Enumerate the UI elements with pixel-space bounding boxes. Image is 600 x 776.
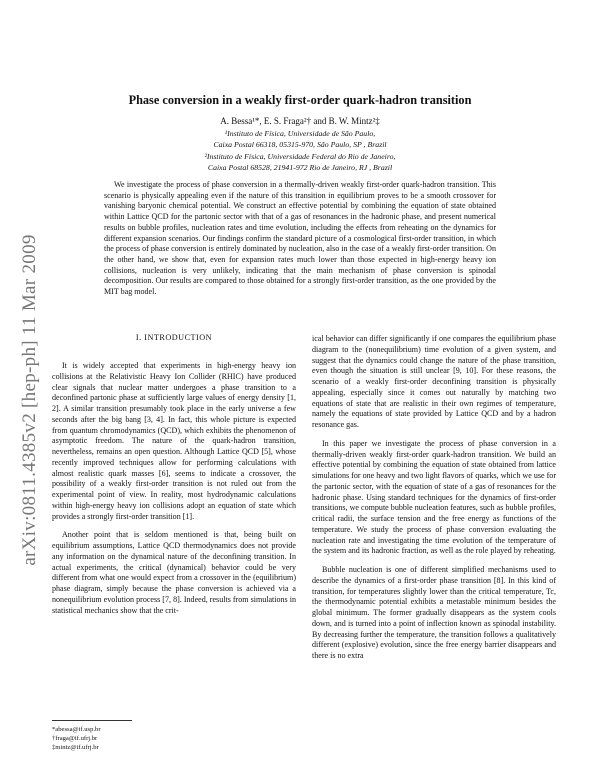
affiliation-2 <box>60 151 540 173</box>
left-paragraph-1: It is widely accepted that experiments in high-energy heavy ion collisions at the Relativistic Heavy Ion Collider (RHIC) have produced clear signals that nuclear matter undergoes a phase transition to a deconfined partonic phase at sufficiently large values of energy density [1, 2]. A similar transition presumably took place in the early universe a few seconds after the big bang [3, 4]. In fact, this whole picture is expected from quantum chromodynamics (QCD), which exhibits the phenomenon of asymptotic freedom. The nature of the quark-hadron transition, nevertheless, remains an open question. Although Lattice QCD [5], whose recently improved techniques allow for performing calculations with almost realistic quark masses [6], seems to indicate a crossover, the possibility of a weakly first-order transition is not ruled out from the experimental point of view. In reality, most hydrodynamic calculations within high-energy heavy ion collisions adopt an equation of state which provides a strongly first-order transition [1]. <box>52 361 296 521</box>
footnote-email-2: †fraga@if.ufrj.br <box>52 735 98 743</box>
arxiv-id: arXiv:0811.4385v2 [hep-ph] 11 Mar 2009 <box>19 234 40 566</box>
right-paragraph-2: In this paper we investigate the process of phase conversion in a thermally-driven weakly first-order quark-hadron transition. We build an effective potential by combining the equation of state obtained from lattice simulations for one heavy and two light flavors of quarks, which we use for the partonic sector, with the equation of state of a gas of resonances for the hadronic phase. Using standard techniques for the dynamics of first-order transitions, we compute bubble nucleation features, such as bubble profiles, critical radii, the surface tension and the free energy as functions of the temperature. We study the process of phase conversion evaluating the nucleation rate and investigating the time evolution of the temperature of the system and its hadronic fraction, as well as the role played by reheating. <box>312 438 556 556</box>
affiliation-1-line2: Caixa Postal 66318, 05315-970, São Paulo, SP , Brazil <box>213 140 387 149</box>
author-list: A. Bessa¹*, E. S. Fraga²† and B. W. Mintz²‡ <box>220 116 380 126</box>
paper-title: Phase conversion in a weakly first-order quark-hadron transition <box>128 93 472 107</box>
footnotes <box>52 720 252 752</box>
section-heading: I. INTRODUCTION <box>135 333 213 342</box>
left-column <box>52 361 296 624</box>
abstract-text: We investigate the process of phase conversion in a thermally-driven weakly first-order quark-hadron transition. This scenario is physically appealing even if the nature of this transition in equilibrium proves to be a smooth crossover for vanishing baryonic chemical potential. We construct an effective potential by combining the equation of state obtained within Lattice QCD for the partonic sector with that of a gas of resonances in the hadronic phase, and present numerical results on bubble profiles, nucleation rates and time evolution, including the effects from reheating on the dynamics for different expansion scenarios. Our findings confirm the standard picture of a cosmological first-order transition, in which the process of phase conversion is entirely dominated by nucleation, also in the case of a weakly first-order transition. On the other hand, we show that, even for expansion rates much lower than those expected in high-energy heavy ion collisions, nucleation is very unlikely, indicating that the main mechanism of phase conversion is spinodal decomposition. Our results are compared to those obtained for a strongly first-order transition, as the one provided by the MIT bag model. <box>104 180 496 297</box>
affiliation-1-line1: ¹Instituto de Física, Universidade de São Paulo, <box>224 129 376 138</box>
affiliation-1 <box>60 128 540 150</box>
right-column <box>312 334 556 670</box>
right-paragraph-1: ical behavior can differ significantly if one compares the equilibrium phase diagram to the (nonequilibrium) time evolution of a given system, and suggest that the dynamics could change the nature of the phase transition, even though the situation is still unclear [9, 10]. For these reasons, the scenario of a weakly first-order deconfining transition is physically appealing, especially since it comes out naturally by matching two equations of state that are realistic in their own regimes of temperature, namely the equations of state provided by Lattice QCD and by a hadron resonance gas. <box>312 334 556 429</box>
arxiv-identifier-stamp <box>8 200 52 600</box>
footnote-rule <box>52 720 132 721</box>
left-paragraph-2: Another point that is seldom mentioned is that, being built on equilibrium assumptions, Lattice QCD thermodynamics does not provide any information on the dynamical nature of the deconfining transition. In actual experiments, the critical (dynamical) behavior could be very different from what one would expect from a crossover in the (equilibrium) phase diagram, simply because the phase conversion is achieved via a nonequilibrium evolution process [7, 8]. Indeed, results from simulations in statistical mechanics show that the crit- <box>52 530 296 615</box>
footnote-email-3: ‡mintz@if.ufrj.br <box>52 744 99 752</box>
right-paragraph-3: Bubble nucleation is one of different simplified mechanisms used to describe the dynamics of a first-order phase transition [8]. In this kind of transition, for temperatures slightly lower than the critical temperature, Tc, the thermodynamic potential exhibits a metastable minimum besides the global minimum. The former gradually disappears as the system cools down, and is turned into a point of inflection known as spinodal instability. By decreasing further the temperature, the transition follows a qualitatively different (explosive) evolution, since the free energy barrier disappears and there is no extra <box>312 565 556 660</box>
affiliation-2-line1: ²Instituto de Física, Universidade Federal do Rio de Janeiro, <box>204 152 396 161</box>
footnote-email-1: *abessa@if.usp.br <box>52 726 101 733</box>
abstract <box>104 180 496 298</box>
affiliation-2-line2: Caixa Postal 68528, 21941-972 Rio de Janeiro, RJ , Brazil <box>207 163 393 172</box>
